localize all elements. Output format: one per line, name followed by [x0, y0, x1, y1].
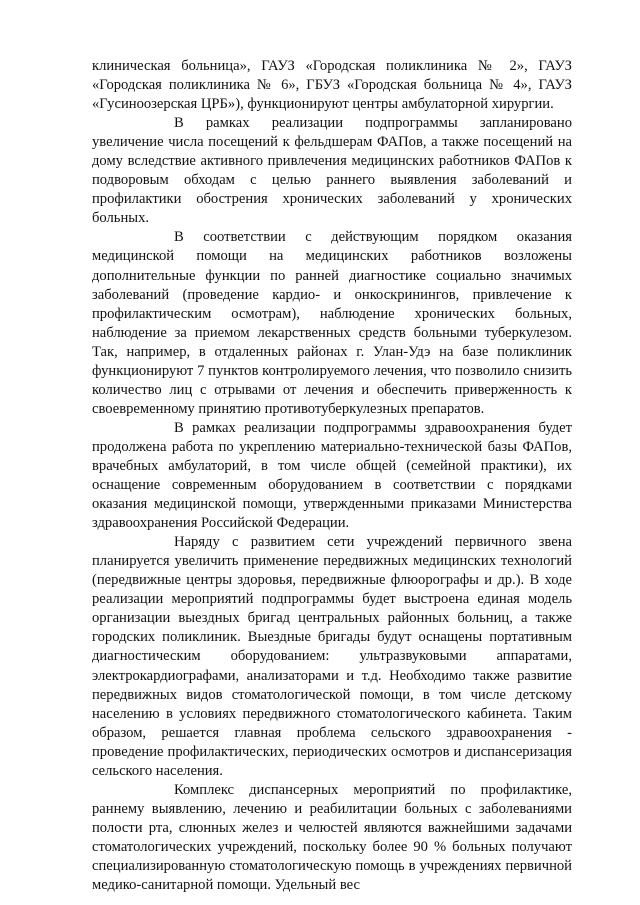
paragraph-material-base: В рамках реализации подпрограммы здравоохранения будет продолжена работа по укреплению материально-технической базы ФАПов, врачебных амбулаторий, в том числе общей (семейной практики), их оснащение современным оборудованием в соответствии с порядками оказания медицинской помощи, утвержденными приказами Министерства здравоохранения Российской Федерации.: [92, 419, 572, 532]
paragraph-fap-visits: В рамках реализации подпрограммы запланировано увеличение числа посещений к фельдшерам ФАПов, а также посещений на дому вследствие активного привлечения медицинских работников ФАПов к подворовым обходам с целью раннего выявления заболеваний и профилактики обострения хронических заболеваний у хронических больных.: [92, 115, 572, 227]
document-page: [92, 57, 572, 895]
paragraph-additional-functions: В соответствии с действующим порядком оказания медицинской помощи на медицинских работников возложены дополнительные функции по ранней диагностике социально значимых заболеваний (проведение кардио- и онкоскринингов, привлечение к профилактическим осмотрам), наблюдение хронических больных, наблюдение за приемом лекарственных средств больными туберкулезом. Так, например, в отдаленных районах г. Улан-Удэ на базе поликлиник функционируют 7 пунктов контролируемого лечения, что позволило снизить количество лиц с отрывами от лечения и обеспечить приверженность к своевременному принятию противотуберкулезных препаратов.: [92, 229, 572, 417]
paragraph-mobile-technologies: Наряду с развитием сети учреждений первичного звена планируется увеличить применение передвижных медицинских технологий (передвижные центры здоровья, передвижные флюорографы и др.). В ходе реализации мероприятий подпрограммы будет выстроена единая модель организации выездных бригад центральных районных больниц, а также городских поликлиник. Выездные бригады будут оснащены портативным диагностическим оборудованием: ультразвуковыми аппаратами, электрокардиографами, анализаторами и т.д. Необходимо также развитие передвижных видов стоматологической помощи, в том числе детскому населению в условиях передвижного стоматологического кабинета. Таким образом, решается главная проблема сельского здравоохранения - проведение профилактических, периодических осмотров и диспансеризация сельского населения.: [92, 534, 572, 779]
paragraph-dental-dispensary: Комплекс диспансерных мероприятий по профилактике, раннему выявлению, лечению и реабилитации больных с заболеваниями полости рта, слюнных желез и челюстей являются важнейшими задачами стоматологических учреждений, поскольку более 90 % больных получают специализированную стоматологическую помощь в учреждениях первичной медико-санитарной помощи. Удельный вес: [92, 781, 572, 894]
paragraph-continuation: клиническая больница», ГАУЗ «Городская поликлиника № 2», ГАУЗ «Городская поликлиника № 6», ГБУЗ «Городская больница № 4», ГАУЗ «Гусиноозерская ЦРБ»), функционируют центры амбулаторной хирургии.: [92, 58, 572, 113]
